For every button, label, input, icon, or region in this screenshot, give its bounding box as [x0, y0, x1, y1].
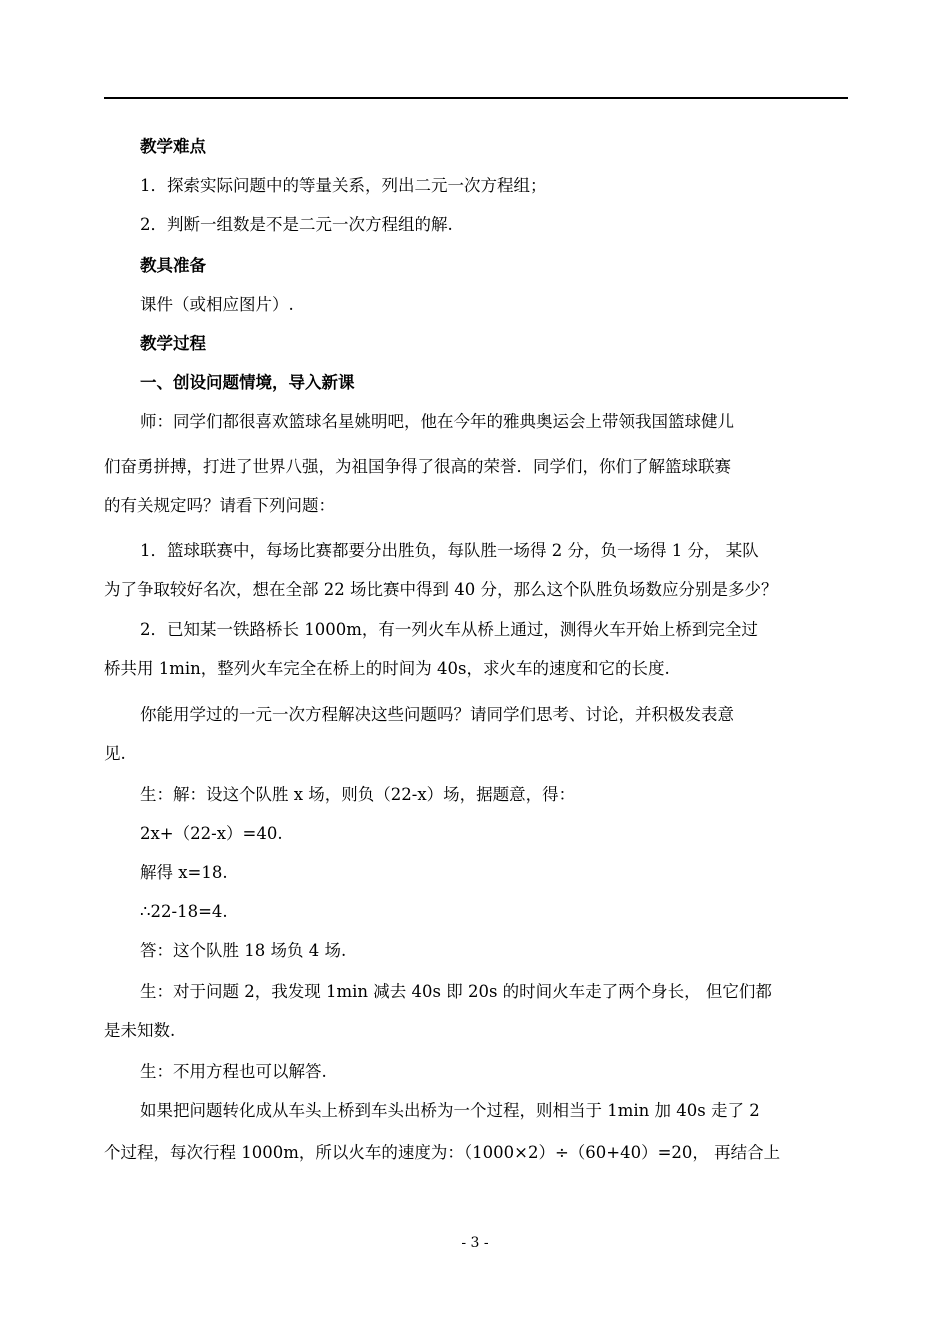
- materials-text: 课件（或相应图片）.: [140, 295, 294, 314]
- heading-teaching-materials: 教具准备: [140, 256, 206, 275]
- paragraph-line: 个过程，每次行程 1000m，所以火车的速度为：（1000×2）÷（60+40）=20， 再结合上: [104, 1143, 781, 1162]
- question-2-line: 桥共用 1min，整列火车完全在桥上的时间为 40s，求火车的速度和它的长度.: [104, 659, 670, 678]
- paragraph-line: 你能用学过的一元一次方程解决这些问题吗？请同学们思考、讨论，并积极发表意: [140, 705, 734, 724]
- heading-teaching-process: 教学过程: [140, 334, 206, 353]
- page-number: - 3 -: [461, 1235, 489, 1251]
- header-rule: [104, 97, 848, 99]
- heading-teaching-difficulty: 教学难点: [140, 137, 206, 156]
- paragraph-line: 们奋勇拼搏，打进了世界八强，为祖国争得了很高的荣誉．同学们，你们了解篮球联赛: [104, 457, 731, 476]
- section-heading-1: 一、创设问题情境，导入新课: [140, 373, 355, 392]
- paragraph-line: 生：对于问题 2，我发现 1min 减去 40s 即 20s 的时间火车走了两个身长， 但它们都: [140, 982, 772, 1001]
- question-1-line: 为了争取较好名次，想在全部 22 场比赛中得到 40 分，那么这个队胜负场数应分别是多少？: [104, 580, 778, 599]
- paragraph-line: 生：不用方程也可以解答.: [140, 1062, 327, 1081]
- question-2-line: 2．已知某一铁路桥长 1000m，有一列火车从桥上通过，测得火车开始上桥到完全过: [140, 620, 758, 639]
- difficulty-item-1: 1．探索实际问题中的等量关系，列出二元一次方程组；: [140, 176, 547, 195]
- solution-line: 解得 x=18.: [140, 863, 228, 882]
- difficulty-item-2: 2．判断一组数是不是二元一次方程组的解.: [140, 215, 453, 234]
- question-1-line: 1．篮球联赛中，每场比赛都要分出胜负，每队胜一场得 2 分，负一场得 1 分， 某队: [140, 541, 759, 560]
- solution-line: 生：解：设这个队胜 x 场，则负（22-x）场，据题意，得：: [140, 785, 576, 804]
- paragraph-line: 是未知数.: [104, 1021, 176, 1040]
- solution-line: ∴22-18=4.: [140, 902, 228, 921]
- paragraph-line: 见.: [104, 744, 126, 763]
- answer-line: 答：这个队胜 18 场负 4 场.: [140, 941, 347, 960]
- paragraph-line: 师：同学们都很喜欢篮球名星姚明吧，他在今年的雅典奥运会上带领我国篮球健儿: [140, 412, 734, 431]
- equation-line: 2x+（22-x）=40.: [140, 824, 283, 843]
- paragraph-line: 的有关规定吗？请看下列问题：: [104, 496, 335, 515]
- paragraph-line: 如果把问题转化成从车头上桥到车头出桥为一个过程，则相当于 1min 加 40s 走了 2: [140, 1101, 760, 1120]
